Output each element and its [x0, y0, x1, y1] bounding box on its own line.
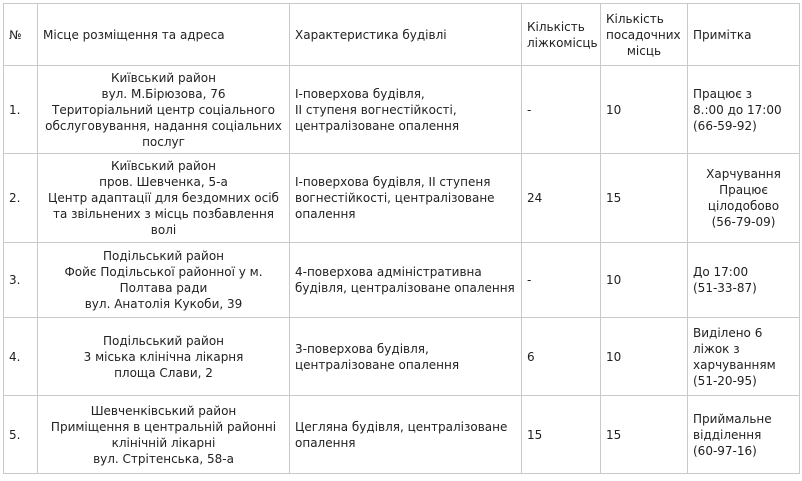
note-line: відділення: [693, 427, 762, 442]
seats-cell: 10: [601, 66, 688, 154]
note-line: Працює з: [693, 86, 753, 101]
note-line: Виділено 6: [693, 325, 763, 340]
header-seats-line: Кількість: [606, 11, 664, 26]
note-line: (56-79-09): [711, 215, 776, 229]
location-line: Київський район: [110, 70, 216, 85]
location-cell: [38, 318, 290, 396]
location-line: послуг: [142, 134, 185, 149]
building-line: будівля, централізоване опалення: [295, 281, 515, 295]
building-line: 4-поверхова адміністративна: [295, 265, 482, 279]
header-beds-line: ліжкомісць: [527, 35, 598, 50]
location-line: клінічній лікарні: [111, 435, 216, 450]
table-row: [4, 396, 800, 474]
note-cell: [688, 66, 800, 154]
note-cell: [688, 396, 800, 474]
building-line: ІІ ступеня вогнестійкості,: [295, 102, 457, 117]
seats-cell: 15: [601, 396, 688, 474]
header-seats: [601, 4, 688, 66]
location-cell: [38, 154, 290, 243]
note-line: 8.:00 до 17:00: [693, 102, 782, 117]
building-line: Цегляна будівля, централізоване: [295, 419, 508, 434]
note-line: (51-20-95): [693, 373, 757, 388]
row-number: 1.: [4, 66, 38, 154]
table-header-row: [4, 4, 800, 66]
building-line: І-поверхова будівля, ІІ ступеня: [295, 175, 491, 189]
header-beds-line: Кількість: [527, 19, 585, 34]
header-beds: [522, 4, 601, 66]
header-note: Примітка: [688, 4, 800, 66]
header-location: Місце розміщення та адреса: [38, 4, 290, 66]
location-line: Полтава ради: [119, 281, 208, 295]
location-line: вул. Стрітенська, 58-а: [93, 451, 234, 466]
header-number: №: [4, 4, 38, 66]
location-line: та звільнених з місць позбавлення: [52, 207, 275, 221]
note-line: (60-97-16): [693, 443, 757, 458]
location-line: вул. Анатолія Кукоби, 39: [84, 297, 243, 311]
building-line: централізоване опалення: [295, 118, 460, 133]
note-line: Харчування: [706, 167, 781, 181]
building-line: І-поверхова будівля,: [295, 86, 425, 101]
building-line: 3-поверхова будівля,: [295, 341, 429, 356]
location-line: Подільський район: [102, 249, 225, 263]
seats-cell: 10: [601, 243, 688, 318]
note-line: харчуванням: [693, 357, 776, 372]
note-line: До 17:00: [693, 265, 749, 279]
building-line: централізоване опалення: [295, 357, 460, 372]
location-line: Шевченківський район: [90, 403, 237, 418]
location-line: Центр адаптації для бездомних осіб: [48, 191, 279, 205]
location-line: Київський район: [110, 159, 216, 173]
location-line: 3 міська клінічна лікарня: [83, 349, 244, 364]
note-cell: [688, 243, 800, 318]
building-line: вогнестійкості, централізоване: [295, 191, 495, 205]
building-line: опалення: [295, 435, 356, 450]
building-cell: [290, 318, 522, 396]
beds-cell: 6: [522, 318, 601, 396]
row-number: 4.: [4, 318, 38, 396]
note-line: ліжок з: [693, 341, 740, 356]
note-line: (51-33-87): [693, 281, 757, 295]
header-seats-line: посадочних: [606, 27, 681, 42]
location-cell: [38, 396, 290, 474]
note-line: (66-59-92): [693, 118, 757, 133]
building-cell: [290, 66, 522, 154]
shelters-table: [3, 3, 800, 474]
location-line: Приміщення в центральній районні: [50, 419, 277, 434]
note-line: Працює: [719, 183, 768, 197]
location-cell: [38, 243, 290, 318]
table-row: [4, 318, 800, 396]
note-cell: [688, 318, 800, 396]
beds-cell: 24: [522, 154, 601, 243]
row-number: 5.: [4, 396, 38, 474]
table-row: [4, 154, 800, 243]
seats-cell: 10: [601, 318, 688, 396]
seats-cell: 15: [601, 154, 688, 243]
row-number: 2.: [4, 154, 38, 243]
building-cell: [290, 154, 522, 243]
table-row: [4, 66, 800, 154]
header-building: Характеристика будівлі: [290, 4, 522, 66]
location-cell: [38, 66, 290, 154]
beds-cell: 15: [522, 396, 601, 474]
location-line: волі: [150, 223, 177, 237]
location-line: обслуговування, надання соціальних: [45, 118, 282, 133]
building-cell: [290, 396, 522, 474]
header-seats-line: місць: [626, 43, 662, 58]
location-line: площа Слави, 2: [114, 365, 213, 380]
beds-cell: -: [522, 66, 601, 154]
note-cell: [688, 154, 800, 243]
building-cell: [290, 243, 522, 318]
location-line: Фойє Подільської районної у м.: [64, 265, 263, 279]
note-line: Приймальне: [693, 411, 772, 426]
location-line: Подільський район: [102, 333, 225, 348]
note-line: цілодобово: [707, 199, 780, 213]
row-number: 3.: [4, 243, 38, 318]
building-line: опалення: [295, 207, 356, 221]
location-line: вул. М.Бірюзова, 76: [101, 86, 226, 101]
location-line: пров. Шевченка, 5-а: [99, 175, 228, 189]
location-line: Територіальний центр соціального: [52, 102, 275, 117]
table-row: [4, 243, 800, 318]
beds-cell: -: [522, 243, 601, 318]
